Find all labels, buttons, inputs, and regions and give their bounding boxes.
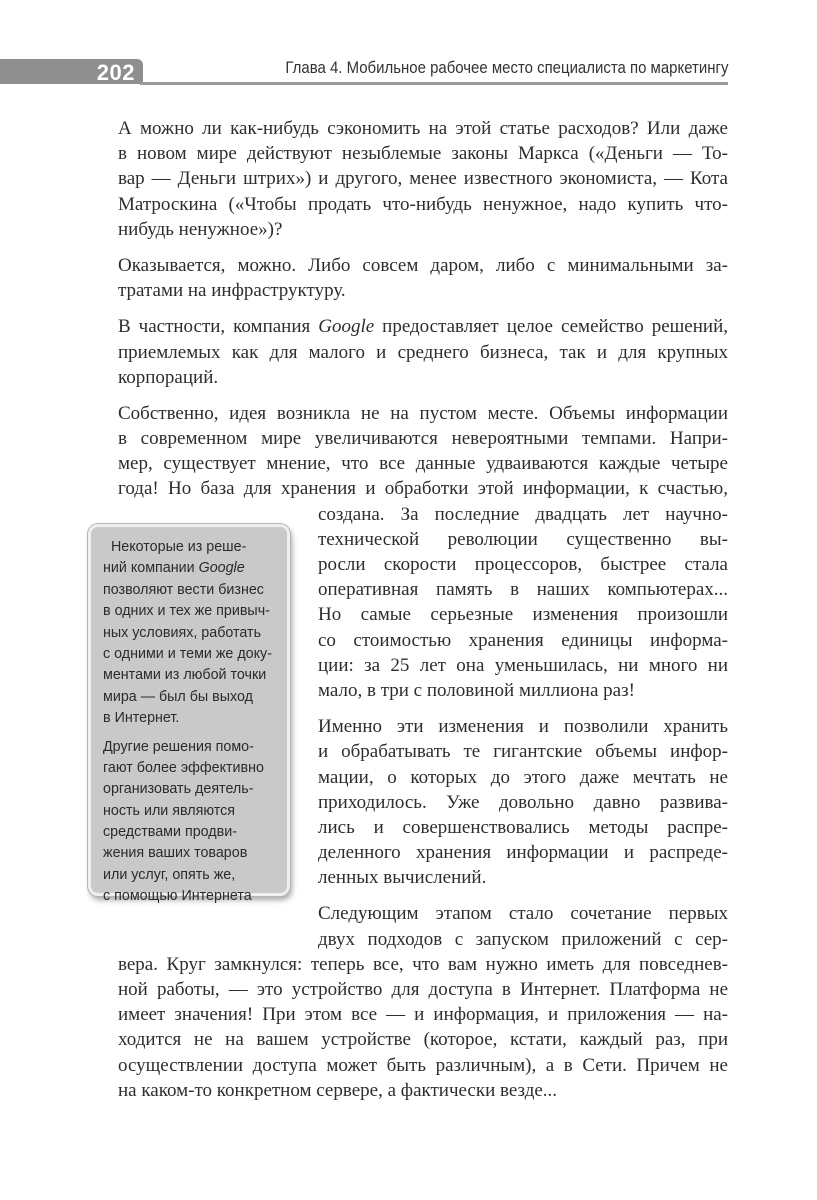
text-segment: ции: за 25 лет она уменьшилась, ни много ни (318, 654, 728, 676)
italic-text: Google (318, 316, 375, 338)
text-line (103, 801, 277, 822)
text-line (318, 602, 728, 627)
text-segment: в Интернет. (103, 710, 180, 727)
text-line (118, 166, 728, 191)
text-segment: А можно ли как-нибудь сэкономить на этой статье расходов? Или даже (118, 118, 728, 139)
text-segment: средствами продви- (103, 824, 237, 841)
text-segment: корпораций. (118, 366, 219, 388)
text-line (318, 815, 728, 840)
text-line (318, 927, 728, 952)
text-segment: ной работы, — это устройство для доступа в Интернет. Платформа не (118, 979, 728, 1000)
text-line (118, 253, 728, 278)
text-segment: в новом мире действуют незыблемые законы Маркса («Деньги — То- (118, 143, 728, 165)
text-line (103, 580, 277, 601)
text-line (118, 952, 728, 977)
text-segment: в одних и тех же привыч- (103, 603, 270, 620)
paragraph (118, 253, 728, 303)
text-line (103, 601, 277, 622)
text-line (318, 552, 728, 577)
text-line (318, 840, 728, 865)
text-line (118, 365, 728, 390)
text-line (318, 865, 728, 890)
paragraph (103, 537, 277, 730)
text-line (318, 901, 728, 926)
text-line (318, 678, 728, 703)
text-segment: ленных вычислений. (318, 867, 487, 889)
text-segment: вар — Деньги штрих») и другого, менее известного экономиста, — Кота (118, 168, 728, 190)
text-line (318, 739, 728, 764)
text-segment: мации, о которых до этого даже мечтать не (318, 766, 728, 788)
text-line (318, 577, 728, 602)
text-line (318, 765, 728, 790)
text-line (118, 426, 728, 451)
text-segment: тратами на инфраструктуру. (118, 280, 346, 302)
text-line (103, 665, 277, 686)
text-segment: Именно эти изменения и позволили хранить (318, 716, 728, 738)
text-line (118, 1027, 728, 1052)
text-segment: в современном мире увеличиваются невероятными темпами. Напри- (118, 428, 728, 450)
text-segment: ний компании (103, 560, 199, 577)
text-line (118, 116, 728, 141)
text-segment: жения ваших товаров (103, 845, 248, 862)
text-line (318, 653, 728, 678)
text-segment: оперативная память в наших компьютерах... (318, 579, 728, 601)
text-line (318, 628, 728, 653)
text-segment: имеет значения! При этом все — и информация, и приложения — на- (118, 1004, 728, 1026)
text-segment: или услуг, опять же, (103, 866, 236, 883)
text-line (118, 217, 728, 242)
text-segment: росли скорости процессоров, быстрее стала (318, 554, 728, 575)
text-line (103, 537, 277, 558)
text-line (103, 843, 277, 864)
text-segment: Некоторые из реше- (103, 539, 247, 555)
text-segment: создана. За последние двадцать лет научно- (318, 503, 728, 525)
text-segment: Собственно, идея возникла не на пустом месте. Объемы информации (118, 402, 728, 424)
text-line (118, 476, 728, 501)
text-segment: Другие решения помо- (103, 738, 254, 755)
text-segment: приходилось. Уже довольно давно развива- (318, 791, 728, 813)
text-segment: с одними и теми же доку- (103, 645, 272, 662)
text-line (103, 758, 277, 779)
chapter-title: Глава 4. Мобильное рабочее место специалиста по маркетингу (284, 58, 728, 77)
text-segment: ментами из любой точки (103, 667, 267, 684)
text-line (118, 278, 728, 303)
text-segment: мер, существует мнение, что все данные удваиваются каждые четыре (118, 453, 728, 475)
text-line (118, 1002, 728, 1027)
text-segment: ходится не на вашем устройстве (которое, кстати, каждый раз, при (118, 1029, 728, 1051)
text-line (318, 790, 728, 815)
text-line (103, 558, 277, 579)
text-segment: лись и совершенствовались методы распре- (318, 816, 728, 838)
paragraph (103, 737, 277, 908)
text-line (318, 502, 728, 527)
text-line (103, 822, 277, 843)
text-segment: вера. Круг замкнулся: теперь все, что вам нужно иметь для повседнев- (118, 953, 728, 975)
text-line (118, 977, 728, 1002)
text-line (118, 1053, 728, 1078)
text-line (103, 623, 277, 644)
page-number-tab (0, 59, 143, 84)
text-line (318, 714, 728, 739)
text-segment: с помощью Интернета (103, 888, 252, 905)
text-segment: деленного хранения информации и распреде- (318, 842, 728, 864)
text-line (118, 141, 728, 166)
text-line (118, 314, 728, 339)
text-segment: года! Но база для хранения и обработки этой информации, к счастью, (118, 478, 728, 500)
text-segment: и обрабатывать те гигантские объемы инфор- (318, 741, 728, 763)
text-segment: мало, в три с половиной миллиона раз! (318, 679, 635, 701)
text-segment: Матроскина («Чтобы продать что-нибудь ненужное, надо купить что- (118, 193, 728, 215)
text-segment: на каком-то конкретном сервере, а фактически везде... (118, 1079, 558, 1101)
paragraph (118, 901, 728, 1103)
text-segment: нибудь ненужное»)? (118, 218, 283, 240)
text-segment: мира — был бы выход (103, 688, 254, 705)
text-segment: предоставляет целое семейство решений, (374, 316, 728, 338)
text-line (118, 340, 728, 365)
text-line (103, 886, 277, 907)
page-number: 202 (96, 60, 135, 85)
text-line (103, 737, 277, 758)
text-line (103, 865, 277, 886)
text-segment: осуществлении доступа может быть различным), а в Сети. Причем не (118, 1054, 728, 1076)
italic-text: Google (198, 560, 245, 577)
text-line (118, 1078, 728, 1103)
text-segment: приемлемых как для малого и среднего бизнеса, так и для крупных (118, 341, 728, 363)
text-segment: В частности, компания (118, 316, 319, 338)
text-line (103, 708, 277, 729)
text-line (118, 451, 728, 476)
text-segment: ность или являются (103, 802, 236, 819)
text-line (103, 779, 277, 800)
text-segment: Оказывается, можно. Либо совсем даром, либо с минимальными за- (118, 254, 728, 276)
header-rule (140, 82, 728, 85)
text-line (103, 644, 277, 665)
text-segment: ных условиях, работать (103, 624, 262, 641)
text-segment: двух подходов с запуском приложений с сер- (318, 928, 728, 950)
text-segment: Следующим этапом стало сочетание первых (318, 903, 728, 925)
paragraph (118, 116, 728, 242)
text-segment: организовать деятель- (103, 781, 254, 798)
text-segment: позволяют вести бизнес (103, 581, 264, 598)
text-segment: технической революции существенно вы- (318, 528, 728, 550)
text-segment: гают более эффективно (103, 759, 264, 776)
text-line (118, 401, 728, 426)
paragraph (118, 314, 728, 390)
text-line (103, 687, 277, 708)
text-line (318, 527, 728, 552)
text-segment: Но самые серьезные изменения произошли (318, 604, 728, 626)
text-line (118, 192, 728, 217)
sidebar-note (88, 524, 290, 905)
text-segment: со стоимостью хранения единицы информа- (318, 629, 728, 651)
